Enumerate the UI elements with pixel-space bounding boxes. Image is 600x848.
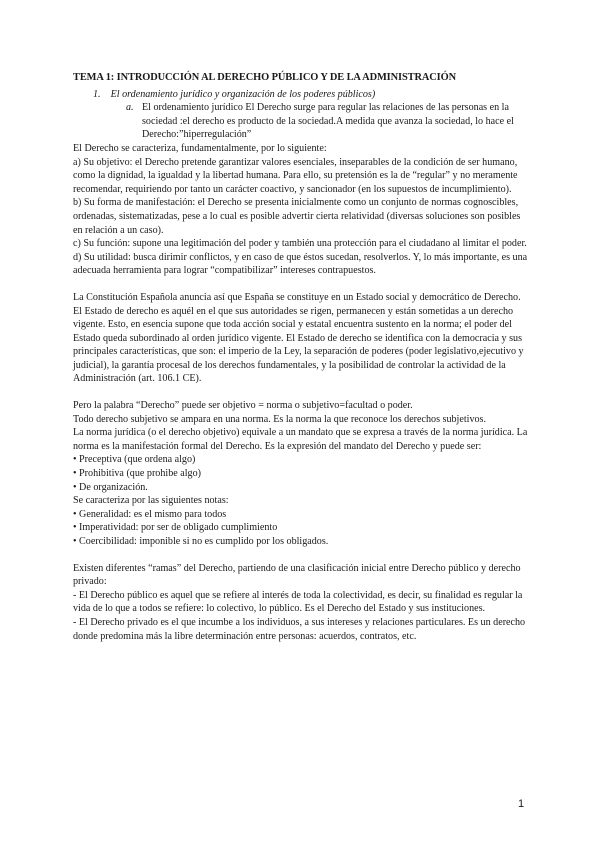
paragraph-spacer (73, 278, 528, 291)
paragraph: Se caracteriza por las siguientes notas: (73, 495, 229, 507)
paragraph: b) Su forma de manifestación: el Derecho se presenta inicialmente como un conjunto de normas cognoscibles, ordenadas, sistematizadas, pese a lo cual es posible advertir cierta relatividad (diversas soluciones son posibles en relación a un caso). (73, 197, 521, 236)
bullet-item: • De organización. (73, 481, 148, 493)
page-number: 1 (518, 798, 525, 810)
paragraph: - El Derecho público es aquel que se refiere al interés de toda la colectividad, es decir, su finalidad es regular la vida de lo que a todos se refiere: lo colectivo, lo público. Es el Derecho del Estado y sus instituciones. (73, 589, 523, 615)
subsection-text: El ordenamiento jurídico El Derecho surge para regular las relaciones de las personas en la sociedad :el derecho es producto de la sociedad.A medida que avanza la sociedad, lo hace el Derecho:”hiperregulación” (142, 102, 514, 141)
bullet-item: • Preceptiva (que ordena algo) (73, 454, 196, 466)
paragraph: - El Derecho privado es el que incumbe a los individuos, a sus intereses y relaciones particulares. Es un derecho donde predomina más la libre determinación entre personas: acuerdos, contratos, etc. (73, 616, 526, 642)
paragraph: El Derecho se caracteriza, fundamentalmente, por lo siguiente: (73, 142, 327, 154)
paragraph-spacer (73, 386, 528, 399)
paragraph: Existen diferentes “ramas” del Derecho, partiendo de una clasificación inicial entre Derecho público y derecho privado: (73, 562, 521, 588)
section-text: El ordenamiento jurídico y organización de los poderes públicos) (110, 88, 376, 100)
paragraph-spacer (73, 549, 528, 562)
paragraph: a) Su objetivo: el Derecho pretende garantizar valores esenciales, inseparables de la condición de ser humano, como la dignidad, la igualdad y la libertad humana. Para ello, su pretensión es la de “regular” y no meramente recomendar, requiriendo por tanto un carácter coactivo, y sancionador (en los supuestos de incumplimiento). (73, 156, 518, 195)
bullet-item: • Generalidad: es el mismo para todos (73, 508, 227, 520)
page-body (73, 71, 528, 643)
section-heading (93, 88, 528, 102)
paragraph: La norma jurídica (o el derecho objetivo) equivale a un mandato que se expresa a través de la norma jurídica. La norma es la manifestación formal del Derecho. Es la expresión del mandato del Derecho y puede ser: (73, 427, 528, 452)
bullet-item: • Imperatividad: por ser de obligado cumplimiento (73, 522, 278, 534)
page-title: TEMA 1: INTRODUCCIÓN AL DERECHO PÚBLICO Y DE LA ADMINISTRACIÓN (73, 72, 457, 83)
paragraph: Todo derecho subjetivo se ampara en una norma. Es la norma la que reconoce los derechos subjetivos. (73, 413, 487, 425)
bullet-item: • Prohibitiva (que prohibe algo) (73, 468, 201, 480)
paragraph: La Constitución Española anuncia así que España se constituye en un Estado social y democrático de Derecho. El Estado de derecho es aquél en el que sus autoridades se rigen, permanecen y están sometidas a un derecho vigente. Esto, en esencia supone que toda acción social y estatal encuentra sustento en la norma; el poder del Estado queda subordinado al orden jurídico vigente. El Estado de derecho se identifica con la democracia y sus principales características, que son: el imperio de la Ley, la separación de poderes (poder legislativo,ejecutivo y judicial), la garantía procesal de los derechos fundamentales, y la posibilidad de controlar la actividad de la Administración (art. 106.1 CE). (73, 291, 524, 385)
bullet-item: • Coercibilidad: imponible si no es cumplido por los obligados. (73, 536, 329, 547)
subsection-item (126, 101, 528, 142)
section-number: 1. (93, 88, 101, 100)
paragraph: c) Su función: supone una legitimación del poder y también una protección para el ciudadano al limitar el poder. (73, 238, 527, 250)
subsection-marker: a. (126, 102, 134, 114)
paragraph: d) Su utilidad: busca dirimir conflictos, y en caso de que éstos sucedan, resolverlos. Y, lo más importante, es una adecuada herramienta para lograr “compatibilizar” intereses contrapuestos. (73, 251, 528, 277)
paragraph: Pero la palabra “Derecho” puede ser objetivo = norma o subjetivo=facultad o poder. (73, 400, 413, 412)
